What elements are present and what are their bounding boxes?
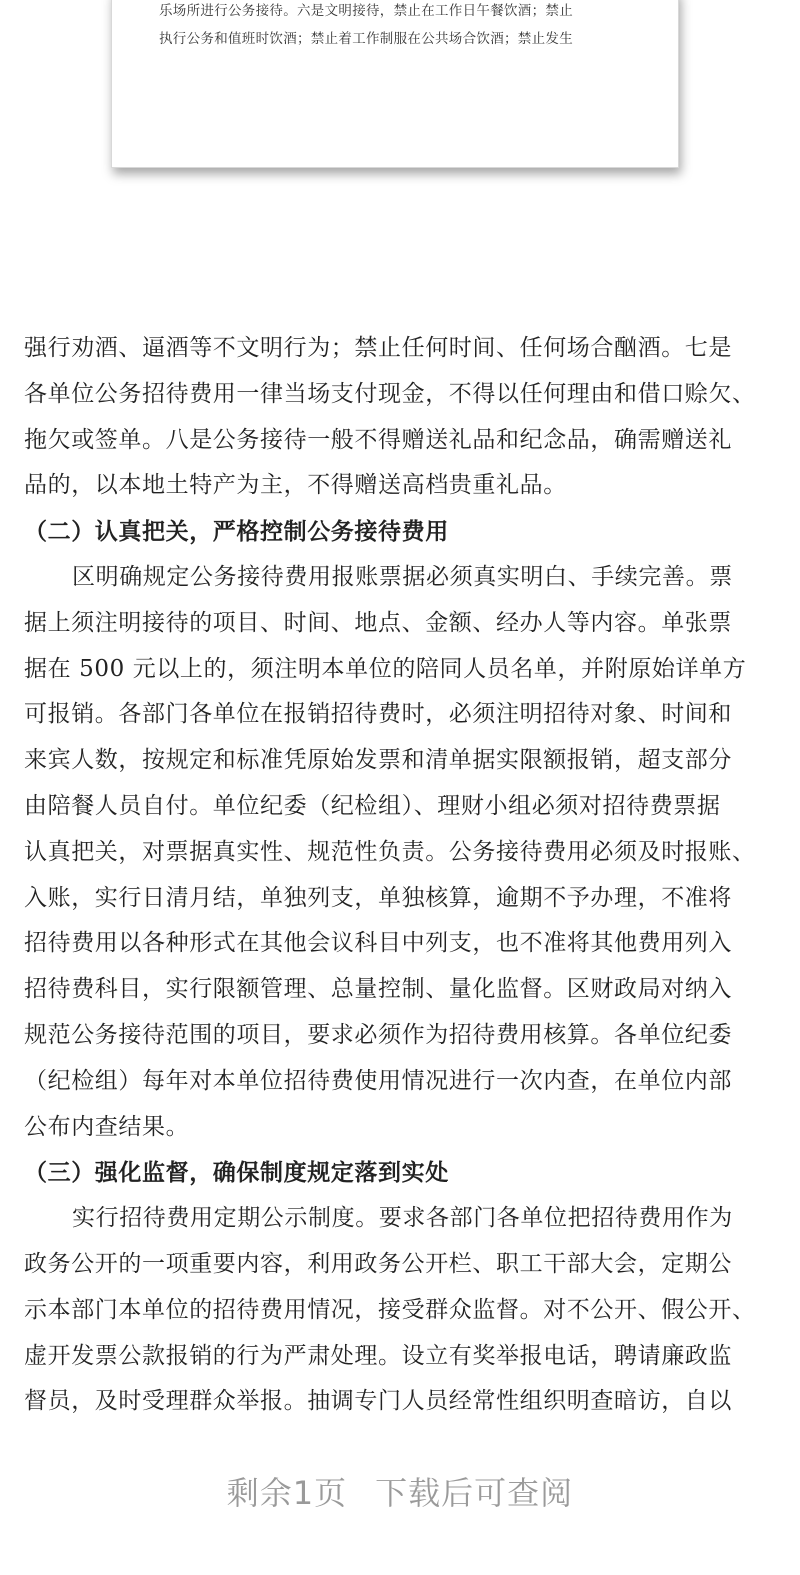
preview-line: 乐场所进行公务接待。六是文明接待，禁止在工作日午餐饮酒；禁止 xyxy=(159,3,573,19)
document-body xyxy=(24,326,794,1425)
paragraph-line: 实行招待费用定期公示制度。要求各部门各单位把招待费用作为 xyxy=(72,1205,733,1232)
download-to-view-label: 下载后可查阅 xyxy=(375,1474,574,1512)
paragraph-line: 由陪餐人员自付。单位纪委（纪检组）、理财小组必须对招待费票据 xyxy=(24,792,721,819)
paragraph-line: 据上须注明接待的项目、时间、地点、金额、经办人等内容。单张票 xyxy=(24,609,732,636)
section-heading-2: （二）认真把关，严格控制公务接待费用 xyxy=(24,518,449,546)
preview-line: 执行公务和值班时饮酒；禁止着工作制服在公共场合饮酒；禁止发生 xyxy=(159,31,573,47)
paragraph-line: 规范公务接待范围的项目，要求必须作为招待费用核算。各单位纪委 xyxy=(24,1021,732,1048)
paragraph-line: 示本部门本单位的招待费用情况，接受群众监督。对不公开、假公开、 xyxy=(24,1296,756,1323)
paragraph-line: 招待费用以各种形式在其他会议科目中列支，也不准将其他费用列入 xyxy=(24,930,732,957)
paragraph-line: 区明确规定公务接待费用报账票据必须真实明白、手续完善。票 xyxy=(72,563,733,590)
paragraph-line: 虚开发票公款报销的行为严肃处理。设立有奖举报电话，聘请廉政监 xyxy=(24,1342,732,1369)
paragraph-line: （纪检组）每年对本单位招待费使用情况进行一次内查，在单位内部 xyxy=(24,1067,732,1094)
preview-page-card xyxy=(111,0,679,168)
paragraph-line: 品的，以本地土特产为主，不得赠送高档贵重礼品。 xyxy=(24,472,567,499)
paragraph-line: 公布内查结果。 xyxy=(24,1113,190,1140)
paragraph-line: 招待费科目，实行限额管理、总量控制、量化监督。区财政局对纳入 xyxy=(24,976,732,1003)
paragraph-line: 据在 500 元以上的，须注明本单位的陪同人员名单，并附原始详单方 xyxy=(24,655,747,682)
paragraph-line: 督员，及时受理群众举报。抽调专门人员经常性组织明查暗访，自以 xyxy=(24,1388,732,1415)
download-prompt[interactable] xyxy=(0,1468,800,1514)
paragraph-line: 可报销。各部门各单位在报销招待费时，必须注明招待对象、时间和 xyxy=(24,701,732,728)
paragraph-line: 拖欠或签单。八是公务接待一般不得赠送礼品和纪念品，确需赠送礼 xyxy=(24,426,732,453)
paragraph-line: 入账，实行日清月结，单独列支，单独核算，逾期不予办理，不准将 xyxy=(24,884,732,911)
paragraph-line: 强行劝酒、逼酒等不文明行为；禁止任何时间、任何场合酗酒。七是 xyxy=(24,335,732,361)
section-heading-3: （三）强化监督，确保制度规定落到实处 xyxy=(24,1159,449,1187)
paragraph-line: 认真把关，对票据真实性、规范性负责。公务接待费用必须及时报账、 xyxy=(24,838,756,865)
remaining-pages-label: 剩余1页 xyxy=(226,1474,348,1512)
paragraph-line: 政务公开的一项重要内容，利用政务公开栏、职工干部大会，定期公 xyxy=(24,1250,732,1277)
paragraph-line: 各单位公务招待费用一律当场支付现金，不得以任何理由和借口赊欠、 xyxy=(24,380,756,407)
paragraph-line: 来宾人数，按规定和标准凭原始发票和清单据实限额报销，超支部分 xyxy=(24,747,732,774)
